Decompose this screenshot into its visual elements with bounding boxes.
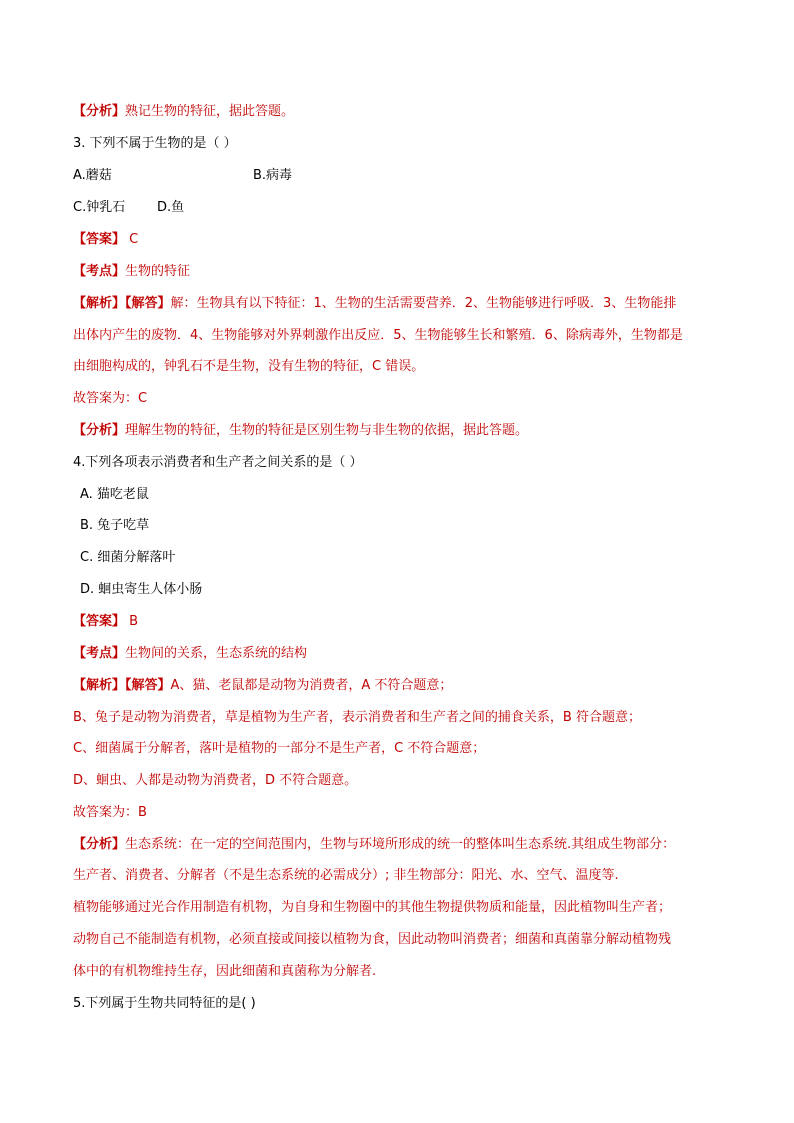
q4-analysis-1: 生态系统：在一定的空间范围内，生物与环境所形成的统一的整体叫生态系统.其组成生物部分：: [125, 837, 676, 852]
q4-final-answer: 故答案为：B: [73, 805, 147, 820]
explain-tag: 【解析】【解答】: [73, 678, 171, 693]
q4-option-a: A. 猫吃老鼠: [80, 487, 149, 502]
q3-option-d: D.鱼: [157, 200, 185, 215]
q3-option-b: B.病毒: [253, 168, 293, 183]
answer-tag: 【答案】: [73, 232, 126, 247]
q4-option-b: B. 兔子吃草: [80, 518, 150, 533]
analysis-tag: 【分析】: [73, 837, 126, 852]
analysis-tag: 【分析】: [73, 104, 126, 119]
q2-analysis: 熟记生物的特征，据此答题。: [125, 104, 295, 119]
q4-analysis-line-1: [73, 836, 734, 856]
q4-explain-line-4: D、蛔虫、人都是动物为消费者，D 不符合题意。: [73, 773, 358, 788]
q4-explain-line-3: C、细菌属于分解者，落叶是植物的一部分不是生产者，C 不符合题意；: [73, 741, 486, 756]
q3-options-cd: [73, 199, 734, 219]
q3-point: 生物的特征: [125, 264, 191, 279]
analysis-tag: 【分析】: [73, 423, 126, 438]
q3-explain-line-2: 出体内产生的废物．4、生物能够对外界刺激作出反应．5、生物能够生长和繁殖．6、除病毒外，生物都是: [73, 328, 683, 343]
q3-explain-line-1: [73, 295, 734, 315]
q4-option-c: C. 细菌分解落叶: [80, 550, 176, 565]
q4-option-d: D. 蛔虫寄生人体小肠: [80, 582, 203, 597]
q4-analysis-line-4: 动物自己不能制造有机物，必须直接或间接以植物为食，因此动物叫消费者；细菌和真菌靠分解动植物残: [73, 932, 672, 947]
q4-analysis-line-3: 植物能够通过光合作用制造有机物，为自身和生物圈中的其他生物提供物质和能量，因此植物叫生产者；: [73, 900, 672, 915]
q4-explain-line-2: B、兔子是动物为消费者，草是植物为生产者，表示消费者和生产者之间的捕食关系，B 符合题意；: [73, 710, 641, 725]
q2-analysis-line: [73, 103, 734, 123]
answer-tag: 【答案】: [73, 614, 126, 629]
q3-answer-line: [73, 231, 734, 251]
q4-analysis-line-2: 生产者、消费者、分解者（不是生态系统的必需成分）; 非生物部分：阳光、水、空气、温度等.: [73, 868, 619, 883]
point-tag: 【考点】: [73, 646, 126, 661]
q4-point-line: [73, 645, 734, 665]
q3-point-line: [73, 263, 734, 283]
q4-answer-line: [73, 613, 734, 633]
q3-analysis: 理解生物的特征，生物的特征是区别生物与非生物的依据，据此答题。: [125, 423, 529, 438]
q3-final-answer: 故答案为：C: [73, 391, 148, 406]
q3-explain-1: 解：生物具有以下特征：1、生物的生活需要营养．2、生物能够进行呼吸．3、生物能排: [170, 296, 677, 311]
q3-option-a: A.蘑菇: [73, 168, 112, 183]
q4-answer: B: [129, 614, 139, 629]
q3-option-c: C.钟乳石: [73, 200, 126, 215]
q4-explain-line-1: [73, 677, 734, 697]
q3-answer: C: [129, 232, 139, 247]
q3-stem: 3. 下列不属于生物的是（ ）: [73, 136, 237, 151]
q3-analysis-line: [73, 422, 734, 442]
q4-analysis-line-5: 体中的有机物维持生存，因此细菌和真菌称为分解者.: [73, 964, 377, 979]
explain-tag: 【解析】【解答】: [73, 296, 171, 311]
q4-point: 生物间的关系，生态系统的结构: [125, 646, 308, 661]
q3-options-ab: [73, 167, 734, 187]
q5-stem: 5.下列属于生物共同特征的是( ): [73, 996, 256, 1011]
q4-stem: 4.下列各项表示消费者和生产者之间关系的是（ ）: [73, 455, 363, 470]
q4-explain-1: A、猫、老鼠都是动物为消费者，A 不符合题意；: [170, 678, 453, 693]
q3-explain-line-3: 由细胞构成的，钟乳石不是生物，没有生物的特征，C 错误。: [73, 359, 425, 374]
point-tag: 【考点】: [73, 264, 126, 279]
